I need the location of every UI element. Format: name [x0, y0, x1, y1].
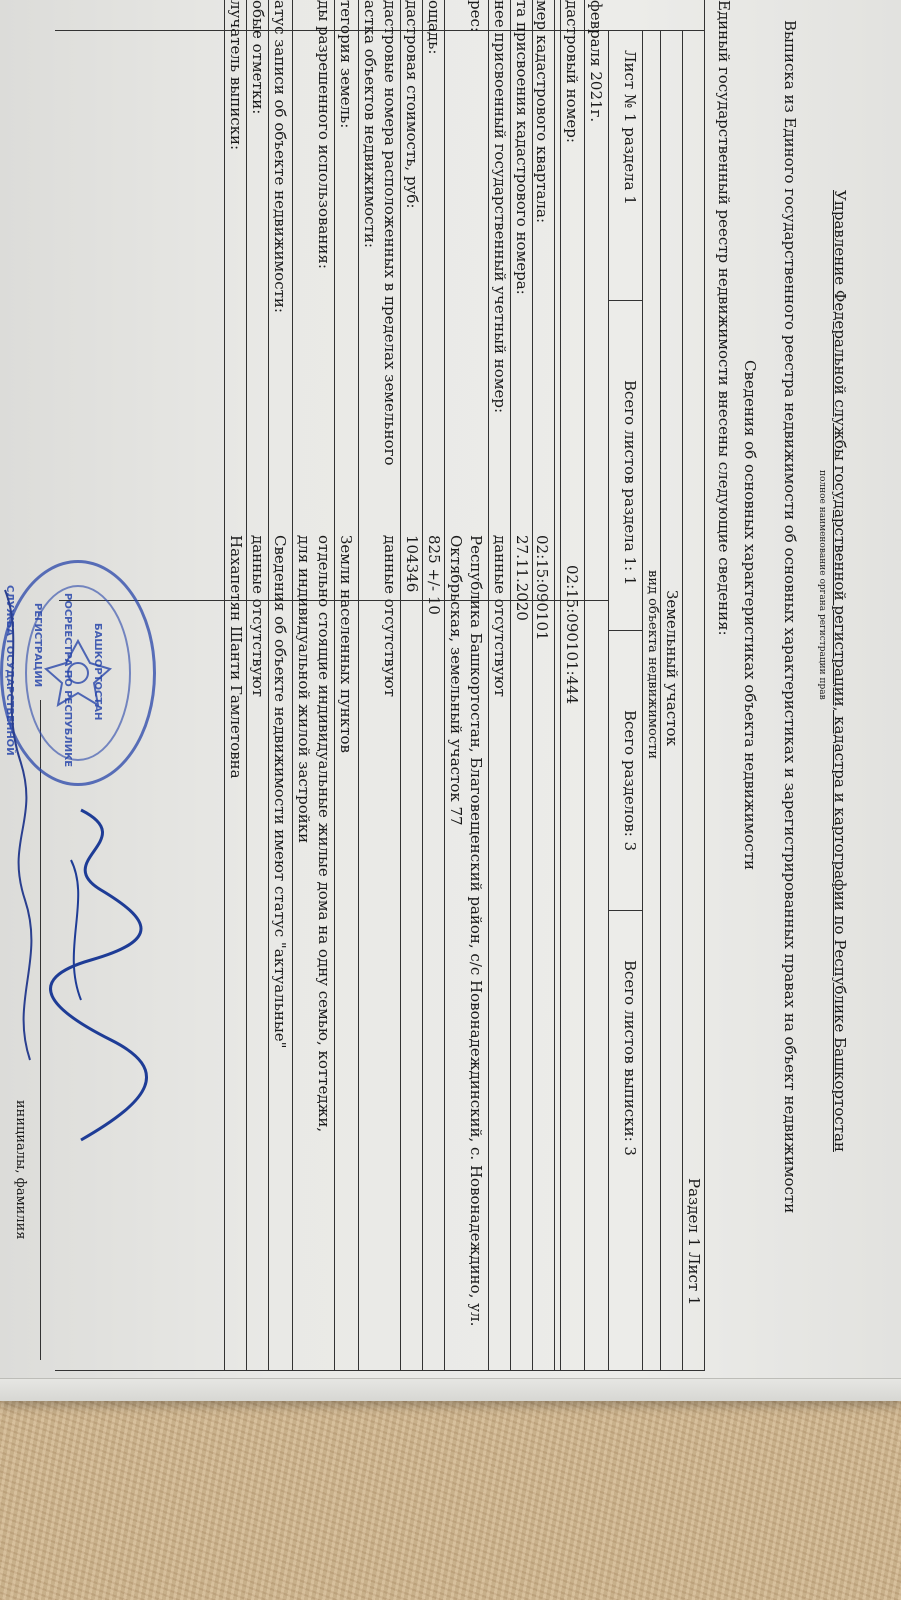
row-label: дастровый номер:	[563, 0, 581, 143]
row-label: февраля 2021г.	[587, 0, 605, 123]
cell-divider	[609, 910, 643, 911]
table-border-right	[55, 1370, 705, 1371]
organization-name: Управление Федеральной службы государственной регистрации, кадастра и картографии по Республике Башкортостан	[831, 190, 849, 1152]
row-label: атус записи об объекте недвижимости:	[271, 0, 289, 313]
cell-divider	[609, 300, 643, 301]
intro-text: Единый государственный реестр недвижимости внесены следующие сведения:	[715, 0, 733, 636]
row-divider	[444, 0, 445, 1370]
row-label: ощадь:	[425, 0, 443, 55]
row-divider	[532, 0, 533, 1370]
objects-within-value: данные отсутствуют	[381, 535, 399, 697]
row-divider	[608, 30, 609, 1370]
section-label: Раздел 1 Лист 1	[685, 1178, 703, 1306]
row-divider	[642, 30, 643, 1370]
document-title: Выписка из Единого государственного реестра недвижимости об основных характеристиках и зарегистрированных правах на объект недвижимости	[781, 20, 799, 1214]
area-value: 825 +/- 10	[425, 535, 443, 615]
row-divider	[268, 0, 269, 1370]
row-divider	[422, 0, 423, 1370]
row-label: мер кадастрового квартала:	[533, 0, 551, 224]
object-type-note: вид объекта недвижимости	[645, 570, 660, 759]
table-border-top	[704, 0, 705, 1370]
eagle-emblem-icon	[38, 633, 118, 713]
cell-divider	[609, 630, 643, 631]
permitted-use-value: отдельно стоящие индивидуальные жилые дома на одну семью, коттеджи,	[315, 535, 333, 1133]
row-divider	[400, 0, 401, 1370]
stamp-text: БАШКОРТОСТАН	[92, 623, 103, 721]
address-value-cont: Октябрьская, земельный участок 77	[447, 535, 465, 826]
assign-date-value: 27.11.2020	[513, 535, 531, 621]
record-status-value: Сведения об объекте недвижимости имеют статус "актуальные"	[271, 535, 289, 1049]
row-label: та присвоения кадастрового номера:	[513, 0, 531, 295]
row-label: рес:	[467, 0, 485, 32]
row-label: нее присвоенный государственный учетный номер:	[491, 0, 509, 414]
land-category-value: Земли населенных пунктов	[337, 535, 355, 753]
cadastral-cost-value: 104346	[403, 535, 421, 593]
signature-drawing	[41, 800, 201, 1160]
row-divider	[224, 0, 225, 1370]
margin-signature-scribble	[0, 580, 40, 1080]
stamp-text: РОСРЕЕСТРА ПО РЕСПУБЛИКЕ	[62, 593, 73, 768]
row-label: тегория земель:	[337, 0, 355, 129]
row-divider	[292, 0, 293, 1370]
initials-caption: инициалы, фамилия	[13, 1100, 28, 1240]
row-label: дастровая стоимость, руб:	[403, 0, 421, 209]
special-notes-value: данные отсутствуют	[249, 535, 267, 697]
paper-bottom-edge	[0, 1378, 901, 1401]
cadastral-number-value: 02:15:090101:444	[563, 565, 581, 705]
sheets-total: Всего листов выписки: 3	[621, 960, 639, 1156]
sheets-in-section: Всего листов раздела 1: 1	[621, 380, 639, 586]
object-type: Земельный участок	[663, 590, 681, 746]
stamp-text: РЕГИСТРАЦИИ	[32, 603, 43, 688]
quarter-number-value: 02:15:090101	[533, 535, 551, 641]
row-divider	[510, 0, 511, 1370]
stamp-text: СЛУЖБА ГОСУДАРСТВЕННОЙ	[4, 585, 15, 756]
row-divider	[584, 0, 585, 1370]
row-divider	[488, 0, 489, 1370]
address-value: Республика Башкортостан, Благовещенский район, с/с Новонадеждинский, с. Новонадеждино, ул.	[467, 535, 485, 1327]
row-divider	[554, 0, 555, 1370]
previous-number-value: данные отсутствуют	[491, 535, 509, 697]
row-label: лучатель выписки:	[227, 0, 245, 151]
row-divider	[246, 0, 247, 1370]
sections-total: Всего разделов: 3	[621, 710, 639, 852]
recipient-value: Нахапетян Шанти Гамлетовна	[227, 535, 245, 779]
row-divider	[560, 0, 561, 1370]
organization-note: полное наименование органа регистрации прав	[817, 470, 827, 700]
permitted-use-value-cont: для индивидуальной жилой застройки	[295, 535, 313, 844]
row-divider	[358, 0, 359, 1370]
row-label: обые отметки:	[249, 0, 267, 115]
row-divider	[682, 30, 683, 1370]
row-divider	[334, 0, 335, 1370]
row-label: дастровые номера расположенных в пределах земельного	[381, 0, 399, 466]
sheet-number: Лист № 1 раздела 1	[621, 50, 639, 205]
document-subtitle: Сведения об основных характеристиках объекта недвижимости	[741, 360, 759, 870]
row-label-cont: астка объектов недвижимости:	[361, 0, 379, 248]
row-label: ды разрешенного использования:	[315, 0, 333, 269]
